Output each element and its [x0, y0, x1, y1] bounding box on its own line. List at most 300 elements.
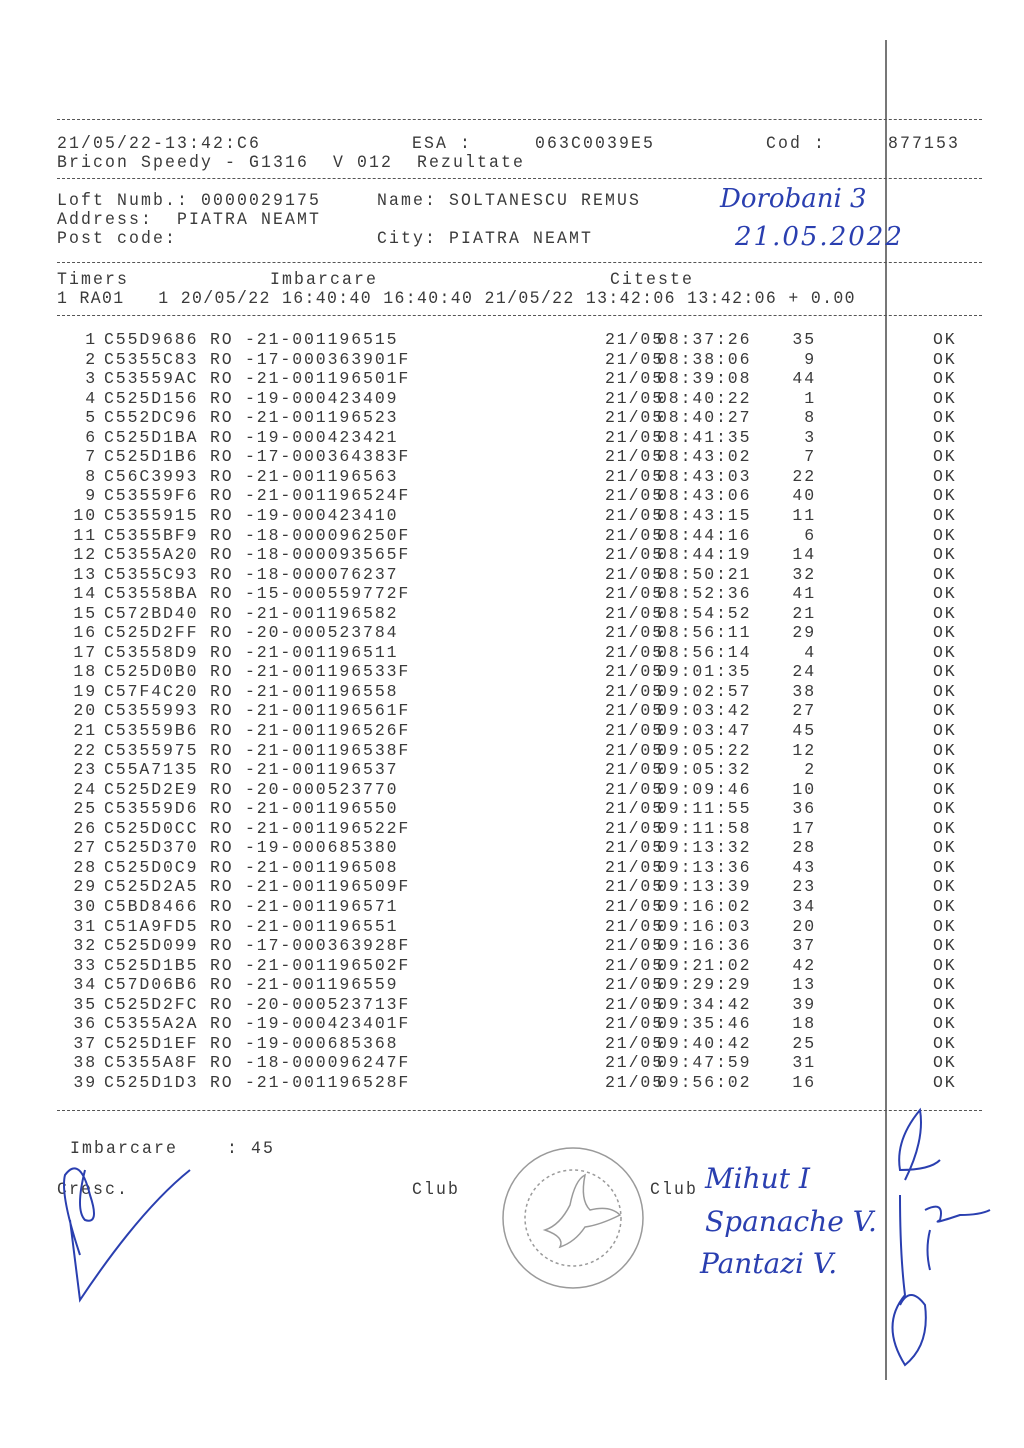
ring-number: -15-000559772F [245, 584, 411, 604]
arrival-date: 21/05 [605, 1033, 665, 1053]
country-code: RO [210, 779, 234, 799]
arrival-time: 08:43:03 [657, 466, 752, 486]
status: OK [933, 505, 957, 525]
status: OK [933, 642, 957, 662]
ring-number: -18-000096247F [245, 1053, 411, 1073]
ring-number: -19-000423401F [245, 1014, 411, 1034]
ring-number: -17-000364383F [245, 447, 411, 467]
status: OK [933, 408, 957, 428]
country-code: RO [210, 994, 234, 1014]
position: 18 [792, 1014, 816, 1034]
position: 29 [792, 623, 816, 643]
arrival-date: 21/05 [605, 916, 665, 936]
ring-number: -21-001196550 [245, 799, 399, 819]
ring-number: -18-000076237 [245, 564, 399, 584]
timer-line: 1 RA01 1 20/05/22 16:40:40 16:40:40 21/05/22 13:42:06 13:42:06 + 0.00 [57, 288, 856, 309]
status: OK [933, 975, 957, 995]
post-code: Post code: [57, 228, 178, 249]
country-code: RO [210, 447, 234, 467]
arrival-date: 21/05 [605, 896, 665, 916]
arrival-time: 09:11:55 [657, 799, 752, 819]
arrival-date: 21/05 [605, 642, 665, 662]
position: 9 [804, 349, 816, 369]
status: OK [933, 857, 957, 877]
ring-number: -21-001196538F [245, 740, 411, 760]
arrival-date: 21/05 [605, 349, 665, 369]
country-code: RO [210, 721, 234, 740]
position: 35 [792, 330, 816, 349]
position: 41 [792, 584, 816, 604]
arrival-time: 08:50:21 [657, 564, 752, 584]
country-code: RO [210, 427, 234, 447]
position: 11 [792, 505, 816, 525]
ring-number: -21-001196558 [245, 681, 399, 701]
status: OK [933, 1072, 957, 1092]
handwritten-date: 21.05.2022 [735, 222, 904, 252]
status: OK [933, 584, 957, 604]
ring-chip-id: C572BD40 [104, 603, 199, 623]
ring-number: -21-001196582 [245, 603, 399, 623]
country-code: RO [210, 388, 234, 408]
ring-chip-id: C57D06B6 [104, 975, 199, 995]
row-number: 34 [73, 975, 97, 995]
arrival-time: 09:56:02 [657, 1072, 752, 1092]
status: OK [933, 564, 957, 584]
arrival-date: 21/05 [605, 955, 665, 975]
status: OK [933, 779, 957, 799]
position: 20 [792, 916, 816, 936]
country-code: RO [210, 603, 234, 623]
ring-number: -21-001196528F [245, 1072, 411, 1092]
row-number: 13 [73, 564, 97, 584]
country-code: RO [210, 1014, 234, 1034]
ring-number: -21-001196563 [245, 466, 399, 486]
arrival-time: 09:47:59 [657, 1053, 752, 1073]
position: 43 [792, 857, 816, 877]
country-code: RO [210, 486, 234, 506]
arrival-time: 09:16:36 [657, 936, 752, 956]
ring-number: -21-001196523 [245, 408, 399, 428]
club-label: Club [650, 1179, 699, 1200]
status: OK [933, 603, 957, 623]
ring-chip-id: C56C3993 [104, 466, 199, 486]
system-line: Bricon Speedy - G1316 V 012 Rezultate [57, 152, 526, 173]
status: OK [933, 936, 957, 956]
ring-number: -21-001196501F [245, 369, 411, 389]
position: 45 [792, 721, 816, 740]
fancier-name: Name: SOLTANESCU REMUS [377, 190, 642, 211]
row-number: 33 [73, 955, 97, 975]
arrival-time: 09:13:36 [657, 857, 752, 877]
row-number: 27 [73, 838, 97, 858]
arrival-time: 09:11:58 [657, 818, 752, 838]
arrival-date: 21/05 [605, 857, 665, 877]
status: OK [933, 545, 957, 565]
position: 8 [804, 408, 816, 428]
status: OK [933, 388, 957, 408]
arrival-time: 08:44:19 [657, 545, 752, 565]
ring-number: -21-001196511 [245, 642, 399, 662]
status: OK [933, 818, 957, 838]
arrival-time: 09:13:32 [657, 838, 752, 858]
ring-number: -21-001196561F [245, 701, 411, 721]
arrival-time: 09:03:42 [657, 701, 752, 721]
ring-number: -21-001196502F [245, 955, 411, 975]
ring-number: -21-001196509F [245, 877, 411, 897]
ring-chip-id: C5355BF9 [104, 525, 199, 545]
ring-number: -19-000423421 [245, 427, 399, 447]
arrival-time: 09:01:35 [657, 662, 752, 682]
position: 32 [792, 564, 816, 584]
position: 36 [792, 799, 816, 819]
club-label: Club [412, 1179, 461, 1200]
ring-chip-id: C525D0CC [104, 818, 199, 838]
position: 42 [792, 955, 816, 975]
handwritten-race: Dorobani 3 [720, 184, 867, 214]
arrival-time: 09:16:02 [657, 896, 752, 916]
ring-number: -21-001196508 [245, 857, 399, 877]
loft-number: Loft Numb.: 0000029175 [57, 190, 322, 211]
ring-chip-id: C51A9FD5 [104, 916, 199, 936]
handwritten-name: Pantazi V. [700, 1247, 838, 1280]
country-code: RO [210, 975, 234, 995]
ring-chip-id: C5355A8F [104, 1053, 199, 1073]
ring-chip-id: C5355C83 [104, 349, 199, 369]
position: 21 [792, 603, 816, 623]
arrival-date: 21/05 [605, 779, 665, 799]
arrival-date: 21/05 [605, 330, 665, 349]
country-code: RO [210, 818, 234, 838]
arrival-time: 09:21:02 [657, 955, 752, 975]
report-datetime: 21/05/22-13:42:C6 [57, 133, 262, 154]
country-code: RO [210, 838, 234, 858]
position: 6 [804, 525, 816, 545]
status: OK [933, 1014, 957, 1034]
timers-header: Timers [57, 269, 130, 290]
row-number: 25 [73, 799, 97, 819]
arrival-date: 21/05 [605, 799, 665, 819]
row-number: 29 [73, 877, 97, 897]
row-number: 20 [73, 701, 97, 721]
ring-chip-id: C552DC96 [104, 408, 199, 428]
arrival-time: 08:41:35 [657, 427, 752, 447]
row-number: 3 [85, 369, 97, 389]
arrival-date: 21/05 [605, 1014, 665, 1034]
arrival-time: 09:13:39 [657, 877, 752, 897]
ring-chip-id: C525D156 [104, 388, 199, 408]
ring-chip-id: C525D1BA [104, 427, 199, 447]
arrival-date: 21/05 [605, 408, 665, 428]
country-code: RO [210, 349, 234, 369]
row-number: 4 [85, 388, 97, 408]
status: OK [933, 486, 957, 506]
arrival-time: 09:02:57 [657, 681, 752, 701]
arrival-time: 09:05:22 [657, 740, 752, 760]
row-number: 7 [85, 447, 97, 467]
status: OK [933, 662, 957, 682]
position: 13 [792, 975, 816, 995]
arrival-date: 21/05 [605, 525, 665, 545]
ring-chip-id: C53559F6 [104, 486, 199, 506]
ring-number: -21-001196522F [245, 818, 411, 838]
arrival-time: 08:43:02 [657, 447, 752, 467]
status: OK [933, 838, 957, 858]
arrival-date: 21/05 [605, 818, 665, 838]
row-number: 31 [73, 916, 97, 936]
country-code: RO [210, 1053, 234, 1073]
country-code: RO [210, 642, 234, 662]
ring-chip-id: C57F4C20 [104, 681, 199, 701]
ring-number: -21-001196559 [245, 975, 399, 995]
status: OK [933, 701, 957, 721]
arrival-date: 21/05 [605, 701, 665, 721]
row-number: 10 [73, 505, 97, 525]
arrival-date: 21/05 [605, 1053, 665, 1073]
position: 31 [792, 1053, 816, 1073]
ring-number: -17-000363901F [245, 349, 411, 369]
position: 37 [792, 936, 816, 956]
ring-number: -19-000423409 [245, 388, 399, 408]
ring-number: -19-000423410 [245, 505, 399, 525]
country-code: RO [210, 564, 234, 584]
row-number: 37 [73, 1033, 97, 1053]
ring-chip-id: C525D2FF [104, 623, 199, 643]
ring-chip-id: C5355975 [104, 740, 199, 760]
ring-chip-id: C5355993 [104, 701, 199, 721]
arrival-date: 21/05 [605, 662, 665, 682]
row-number: 9 [85, 486, 97, 506]
country-code: RO [210, 681, 234, 701]
ring-chip-id: C53559B6 [104, 721, 199, 740]
status: OK [933, 994, 957, 1014]
status: OK [933, 896, 957, 916]
arrival-date: 21/05 [605, 603, 665, 623]
ring-chip-id: C5355C93 [104, 564, 199, 584]
arrival-date: 21/05 [605, 486, 665, 506]
esa-label: ESA : [412, 133, 473, 154]
row-number: 39 [73, 1072, 97, 1092]
country-code: RO [210, 662, 234, 682]
position: 1 [804, 388, 816, 408]
position: 28 [792, 838, 816, 858]
country-code: RO [210, 466, 234, 486]
cod-label: Cod : [766, 133, 827, 154]
ring-number: -17-000363928F [245, 936, 411, 956]
arrival-date: 21/05 [605, 760, 665, 780]
ring-number: -19-000685380 [245, 838, 399, 858]
ring-chip-id: C525D1EF [104, 1033, 199, 1053]
row-number: 6 [85, 427, 97, 447]
arrival-date: 21/05 [605, 681, 665, 701]
country-code: RO [210, 955, 234, 975]
row-number: 21 [73, 721, 97, 740]
arrival-time: 08:40:27 [657, 408, 752, 428]
ring-number: -21-001196551 [245, 916, 399, 936]
imbarcare-header: Imbarcare [270, 269, 379, 290]
ring-chip-id: C55A7135 [104, 760, 199, 780]
ring-number: -20-000523713F [245, 994, 411, 1014]
ring-chip-id: C525D2A5 [104, 877, 199, 897]
ring-chip-id: C53558BA [104, 584, 199, 604]
ring-chip-id: C53559D6 [104, 799, 199, 819]
status: OK [933, 623, 957, 643]
arrival-time: 09:35:46 [657, 1014, 752, 1034]
arrival-time: 08:43:06 [657, 486, 752, 506]
country-code: RO [210, 1033, 234, 1053]
arrival-date: 21/05 [605, 740, 665, 760]
position: 27 [792, 701, 816, 721]
ring-number: -21-001196533F [245, 662, 411, 682]
arrival-date: 21/05 [605, 427, 665, 447]
position: 12 [792, 740, 816, 760]
row-number: 15 [73, 603, 97, 623]
position: 39 [792, 994, 816, 1014]
ring-number: -21-001196515 [245, 330, 399, 349]
ring-chip-id: C5355915 [104, 505, 199, 525]
country-code: RO [210, 896, 234, 916]
ring-number: -20-000523770 [245, 779, 399, 799]
status: OK [933, 760, 957, 780]
country-code: RO [210, 408, 234, 428]
arrival-time: 08:56:14 [657, 642, 752, 662]
arrival-time: 09:29:29 [657, 975, 752, 995]
position: 34 [792, 896, 816, 916]
arrival-time: 08:43:15 [657, 505, 752, 525]
ring-number: -21-001196526F [245, 721, 411, 740]
arrival-date: 21/05 [605, 388, 665, 408]
ring-chip-id: C55D9686 [104, 330, 199, 349]
country-code: RO [210, 369, 234, 389]
ring-number: -19-000685368 [245, 1033, 399, 1053]
status: OK [933, 330, 957, 349]
row-number: 35 [73, 994, 97, 1014]
arrival-date: 21/05 [605, 936, 665, 956]
row-number: 16 [73, 623, 97, 643]
ring-chip-id: C525D1B5 [104, 955, 199, 975]
ring-chip-id: C525D1D3 [104, 1072, 199, 1092]
status: OK [933, 877, 957, 897]
country-code: RO [210, 799, 234, 819]
ring-chip-id: C5BD8466 [104, 896, 199, 916]
ring-chip-id: C5355A2A [104, 1014, 199, 1034]
country-code: RO [210, 525, 234, 545]
arrival-date: 21/05 [605, 838, 665, 858]
arrival-date: 21/05 [605, 447, 665, 467]
position: 7 [804, 447, 816, 467]
ring-number: -20-000523784 [245, 623, 399, 643]
country-code: RO [210, 936, 234, 956]
position: 14 [792, 545, 816, 565]
arrival-time: 08:52:36 [657, 584, 752, 604]
arrival-time: 09:03:47 [657, 721, 752, 740]
cod-value: 877153 [888, 133, 961, 154]
club-stamp [503, 1148, 643, 1288]
arrival-date: 21/05 [605, 877, 665, 897]
signature [64, 1110, 990, 1365]
position: 23 [792, 877, 816, 897]
position: 25 [792, 1033, 816, 1053]
handwritten-name: Spanache V. [705, 1205, 877, 1238]
ring-number: -21-001196524F [245, 486, 411, 506]
position: 2 [804, 760, 816, 780]
status: OK [933, 427, 957, 447]
row-number: 38 [73, 1053, 97, 1073]
status: OK [933, 916, 957, 936]
arrival-time: 08:38:06 [657, 349, 752, 369]
arrival-time: 08:56:11 [657, 623, 752, 643]
arrival-time: 09:16:03 [657, 916, 752, 936]
arrival-date: 21/05 [605, 1072, 665, 1092]
arrival-time: 09:09:46 [657, 779, 752, 799]
arrival-date: 21/05 [605, 721, 665, 740]
arrival-date: 21/05 [605, 623, 665, 643]
arrival-time: 09:05:32 [657, 760, 752, 780]
ring-chip-id: C525D0C9 [104, 857, 199, 877]
row-number: 19 [73, 681, 97, 701]
row-number: 2 [85, 349, 97, 369]
position: 40 [792, 486, 816, 506]
status: OK [933, 525, 957, 545]
status: OK [933, 447, 957, 467]
country-code: RO [210, 545, 234, 565]
status: OK [933, 1033, 957, 1053]
imbarcare-total-value: : 45 [227, 1138, 276, 1159]
ring-chip-id: C525D370 [104, 838, 199, 858]
country-code: RO [210, 1072, 234, 1092]
arrival-date: 21/05 [605, 994, 665, 1014]
position: 38 [792, 681, 816, 701]
ring-number: -18-000096250F [245, 525, 411, 545]
row-number: 12 [73, 545, 97, 565]
arrival-date: 21/05 [605, 564, 665, 584]
citeste-header: Citeste [610, 269, 695, 290]
row-number: 23 [73, 760, 97, 780]
row-number: 28 [73, 857, 97, 877]
country-code: RO [210, 740, 234, 760]
ring-chip-id: C525D2FC [104, 994, 199, 1014]
status: OK [933, 740, 957, 760]
row-number: 18 [73, 662, 97, 682]
arrival-time: 08:40:22 [657, 388, 752, 408]
ring-chip-id: C5355A20 [104, 545, 199, 565]
status: OK [933, 1053, 957, 1073]
arrival-time: 09:34:42 [657, 994, 752, 1014]
row-number: 26 [73, 818, 97, 838]
status: OK [933, 466, 957, 486]
ring-chip-id: C525D2E9 [104, 779, 199, 799]
arrival-time: 09:40:42 [657, 1033, 752, 1053]
row-number: 1 [85, 330, 97, 349]
status: OK [933, 349, 957, 369]
row-number: 14 [73, 584, 97, 604]
arrival-date: 21/05 [605, 505, 665, 525]
position: 3 [804, 427, 816, 447]
arrival-date: 21/05 [605, 369, 665, 389]
row-number: 30 [73, 896, 97, 916]
country-code: RO [210, 584, 234, 604]
fancier-address: Address: PIATRA NEAMT [57, 209, 322, 230]
arrival-date: 21/05 [605, 584, 665, 604]
row-number: 22 [73, 740, 97, 760]
cresc-label: Cresc. [57, 1179, 130, 1200]
esa-value: 063C0039E5 [535, 133, 656, 154]
row-number: 5 [85, 408, 97, 428]
row-number: 32 [73, 936, 97, 956]
row-number: 11 [73, 525, 97, 545]
status: OK [933, 721, 957, 740]
status: OK [933, 681, 957, 701]
country-code: RO [210, 505, 234, 525]
